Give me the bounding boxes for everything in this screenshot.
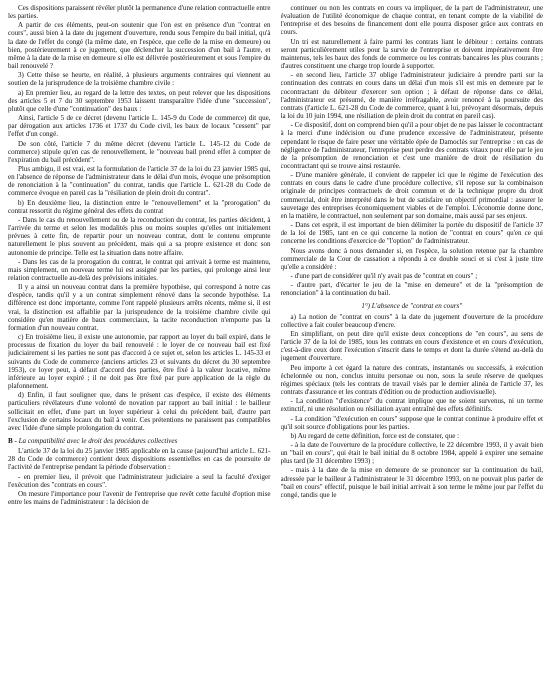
paragraph: b) En deuxième lieu, la distinction entre le "renouvellement" et la "prorogation" du contrat ressortit du régime général des effets du contrat (8, 198, 271, 215)
paragraph: A partir de ces éléments, peut-on soutenir que l'on est en présence d'un "contrat en cours", aussi bien à la date du jugement d'ouverture, rendu sous l'empire du bail initial, qu'à la date de l'effet du congé (la même date, en l'espèce, que celle de la mise en demeure) ou bien, postérieurement à ce jugement, que déclencher la succession d'un bail à l'autre, et même à la date de la mise en demeure si elle est délivrée postérieurement et sous l'empire du bail renouvelé ? (8, 21, 271, 71)
paragraph: En simplifiant, on peut dire qu'il existe deux conceptions de "en cours", au sens de l'article 37 de la loi de 1985, tous les contrats en cours d'existence et en cours d'exécution, c'est-à-dire ceux dont l'exécution s'inscrit dans le temps et dont la durée s'étend au-delà du jugement d'ouverture. (280, 329, 543, 363)
paragraph: b) Au regard de cette définition, force est de constater, que : (290, 431, 460, 440)
paragraph: 3) Cette thèse se heurte, en réalité, à plusieurs arguments contraires qui viennent au soutien de la jurisprudence de la troisième chambre civile : (8, 71, 271, 88)
paragraph: Ainsi, l'article 5 de ce décret (devenu l'article L. 145-9 du Code de commerce) dit que, par dérogation aux articles 1736 et 1737 du Code civil, les baux de locaux "cessent" par l'effet d'un congé. (8, 114, 271, 139)
paragraph: Il y a ainsi un nouveau contrat dans la première hypothèse, qui correspond à notre cas d'espèce, tandis qu'il y a un contrat simplement rénové dans la seconde hypothèse. La différence est donc importante, comme l'ont rappelé plusieurs arrêts récents, même si, il est vrai, la distinction est affaiblie par la jurisprudence de la troisième chambre civile qui considère qu'en matière de baux commerciaux, la tacite reconduction n'emporte pas la formation d'un nouveau contrat. (8, 283, 271, 332)
paragraph: - d'autre part, d'écarter le jeu de la "mise en demeure" et de la "présomption de renonciation" à la continuation du bail. (280, 281, 543, 298)
paragraph: - en premier lieu, il prévoit que l'administrateur judiciaire a seul la faculté d'exiger l'exécution des "contrats en cours". (8, 472, 271, 489)
section-heading: B - La compatibilité avec le droit des procédures collectives (8, 436, 178, 445)
paragraph: - La condition "d'existence" du contrat implique que ne soient survenus, ni un terme extinctif, ni une résolution ou résiliation ayant entraîné des effets définitifs. (280, 397, 543, 414)
subsection-heading: 1°) L'absence de "contrat en cours" (361, 302, 463, 311)
paragraph: Nous avons donc à nous demander si, en l'espèce, la solution retenue par la chambre commerciale de la Cour de cassation a répondu à ce double souci et si c'est à juste titre qu'elle a considéré : (280, 246, 543, 271)
paragraph: a) En premier lieu, au regard de la lettre des textes, on peut relever que les dispositions des articles 5 et 7 du 30 septembre 1953 laissent transparaître l'idée d'une "succession", plutôt que celle d'une "continuation" des baux : (8, 88, 271, 113)
paragraph: - Ce dispositif, dont on comprend bien qu'il a pour objet de ne pas laisser le cocontractant à la merci d'une indécision ou d'une prudence excessive de l'administrateur, présente cependant le risque de faire peser une véritable épée de Damoclès sur l'entreprise : en cas de négligence de l'administrateur, l'entreprise peut perdre des contrats vitaux pour elle par le jeu de la présomption de renonciation et c'est une manière de droit de résiliation du cocontractant qui se trouve ainsi restaurée. (280, 121, 543, 170)
paragraph: - mais à la date de la mise en demeure de se prononcer sur la continuation du bail, adressée par le bailleur à l'administrateur le 31 décembre 1993, on ne pouvait plus parler de "bail en cours" effectif, puisque le bail initial arrivait à son terme le même jour par l'effet du congé, tandis que le (280, 466, 543, 499)
paragraph: Peu importe à cet égard la nature des contrats, instantanés ou successifs, à exécution échelonnée ou non, conclus intuitu personae ou non, sous la seule réserve de quelques régimes spéciaux (tels les contrats de travail visés par le dernier alinéa de l'article 37, les contrats d'assurance et les contrats d'édition ou de production audiovisuelle). (280, 363, 543, 397)
paragraph: - d'une part de considérer qu'il n'y avait pas de "contrat en cours" ; (290, 272, 478, 280)
paragraph: c) En troisième lieu, il existe une autonomie, par rapport au loyer du bail expiré, dans le processus de fixation du loyer du bail renouvelé : le loyer de ce nouveau bail est fixé judiciairement si les parties ne sont pas d'accord à ce sujet et, selon les articles L. 145-33 et suivants du Code de commerce (anciens articles 23 et suivants du décret du 30 septembre 1953), ce loyer peut, à défaut d'accord des parties, être fixé à la valeur locative, même inférieure au loyer expiré ; il ne doit pas être fixé par pure application de la règle du plafonnement. (8, 333, 271, 391)
paragraph: - La condition "d'exécution en cours" suppose que le contrat continue à produire effet et qu'il soit source d'obligations pour les parties. (280, 414, 543, 431)
paragraph: On mesure l'importance pour l'avenir de l'entreprise que revêt cette faculté d'option mise entre les mains de l'administrateur : la décision de (8, 489, 271, 507)
paragraph: De son côté, l'article 7 du même décret (devenu l'article L. 145-12 du Code de commerce) stipule qu'en cas de renouvellement, le "nouveau bail prend effet à compter de l'expiration du bail précédent". (8, 139, 271, 164)
section-title: La compatibilité avec le droit des procédures collectives (18, 436, 178, 445)
paragraph: - Dans cet esprit, il est important de bien délimiter la portée du dispositif de l'article 37 de la loi de 1985, tant en ce qui concerne la notion de "contrat en cours" qu'en ce qui concerne les conditions d'exercice de "l'option" de l'administrateur. (280, 221, 543, 246)
section-letter: B (8, 436, 13, 445)
paragraph: - à la date de l'ouverture de la procédure collective, le 22 décembre 1993, il y avait bien un "bail en cours", qui était le bail initial du 8 octobre 1984, appelé à expirer une semaine plus tard (le 31 décembre 1993) ; (280, 440, 543, 466)
paragraph: - Dans le cas du renouvellement ou de la reconduction du contrat, les parties décident, à l'arrivée du terme et selon les modalités plus ou moins souples qu'elles ont initialement prévues à cette fin, de repartir pour un nouveau contrat, dont le contenu emprunte naturellement le plus souvent au précédent, mais qui a sa propre existence et donc son autonomie de principe. Telle est la situation dans notre affaire. (8, 215, 271, 257)
paragraph: - en second lieu, l'article 37 oblige l'administrateur judiciaire à prendre parti sur la continuation des contrats en cours dans un délai d'un mois s'il est mis en demeure par le cocontractant du débiteur d'exercer son option ; à défaut de réponse dans ce délai, l'administrateur est présumé, de manière irréfragable, avoir renoncé à la poursuite des contrats (l'article L. 621-28 du Code de commerce, quant à lui, prévoyant désormais, depuis la loi du 10 juin 1994, une résiliation de plein droit du contrat en pareil cas). (280, 71, 543, 121)
right-column (281, 4, 544, 687)
paragraph: - D'une manière générale, il convient de rappeler ici que le régime de l'exécution des contrats en cours dans le cadre d'une procédure collective, s'il repose sur la combinaison originale de principes contractuels de droit commun et de la technique propre du droit commercial, doit être interprété dans le but de satisfaire un objectif primordial : assurer le sauvetage des entreprises économiquement viables et de l'emploi. L'économie donne donc, en la matière, le contractuel, non seulement par son domaine, mais aussi par ses enjeux. (280, 171, 543, 220)
left-column (8, 4, 271, 687)
paragraph: Un tri est naturellement à faire parmi les contrats liant le débiteur : certains contrats seront particulièrement utiles pour la survie de l'entreprise et doivent impérativement être maintenus, tels les baux des fonds de commerce ou les contrats bancaires les plus courants ; d'autres constituent une charge trop lourde à supporter. (280, 37, 543, 71)
paragraph: d) Enfin, il faut souligner que, dans le présent cas d'espèce, il existe des éléments particuliers révélateurs d'une volonté de novation par rapport au bail initial : le bailleur sollicitait en effet, d'une part un loyer supérieur à celui du précédent bail, d'autre part l'exclusion de certains locaux du bail à venir. Ces prétentions ne paraissent pas compatibles avec l'idée d'une simple prolongation du contrat. (8, 391, 271, 432)
paragraph: a) La notion de "contrat en cours" à la date du jugement d'ouverture de la procédure collective a fait couler beaucoup d'encre. (280, 312, 543, 329)
paragraph: Plus ambigu, il est vrai, est la formulation de l'article 37 de la loi du 23 janvier 1985 qui, en l'absence de réponse de l'administrateur dans le délai d'un mois, évoque une présomption de renonciation à la "continuation" du contrat, tandis que l'article L. 621-28 du Code de commerce évoque en pareil cas la "résiliation de plein droit du contrat". (8, 164, 271, 198)
paragraph: - Dans les cas de la prorogation du contrat, le contrat qui arrivait à terme est maintenu, mais simplement, un nouveau terme lui est assigné par les parties, qui prolonge ainsi leur relation contractuelle au-delà des prévisions initiales. (8, 257, 271, 282)
paragraph: continuer ou non les contrats en cours va impliquer, de la part de l'administrateur, une évaluation de l'utilité économique de chaque contrat, en tenant compte de la viabilité de l'entreprise et des besoins de financement dont elle pourra disposer grâce aux contrats en cours. (280, 4, 543, 37)
paragraph: Ces dispositions paraissent révéler plutôt la permanence d'une relation contractuelle entre les parties. (8, 4, 271, 21)
paragraph: L'article 37 de la loi du 25 janvier 1985 applicable en la cause (aujourd'hui article L. 621-28 du Code de commerce) contient deux dispositions essentielles en cas de poursuite de l'activité de l'entreprise pendant la période d'observation : (8, 447, 271, 472)
